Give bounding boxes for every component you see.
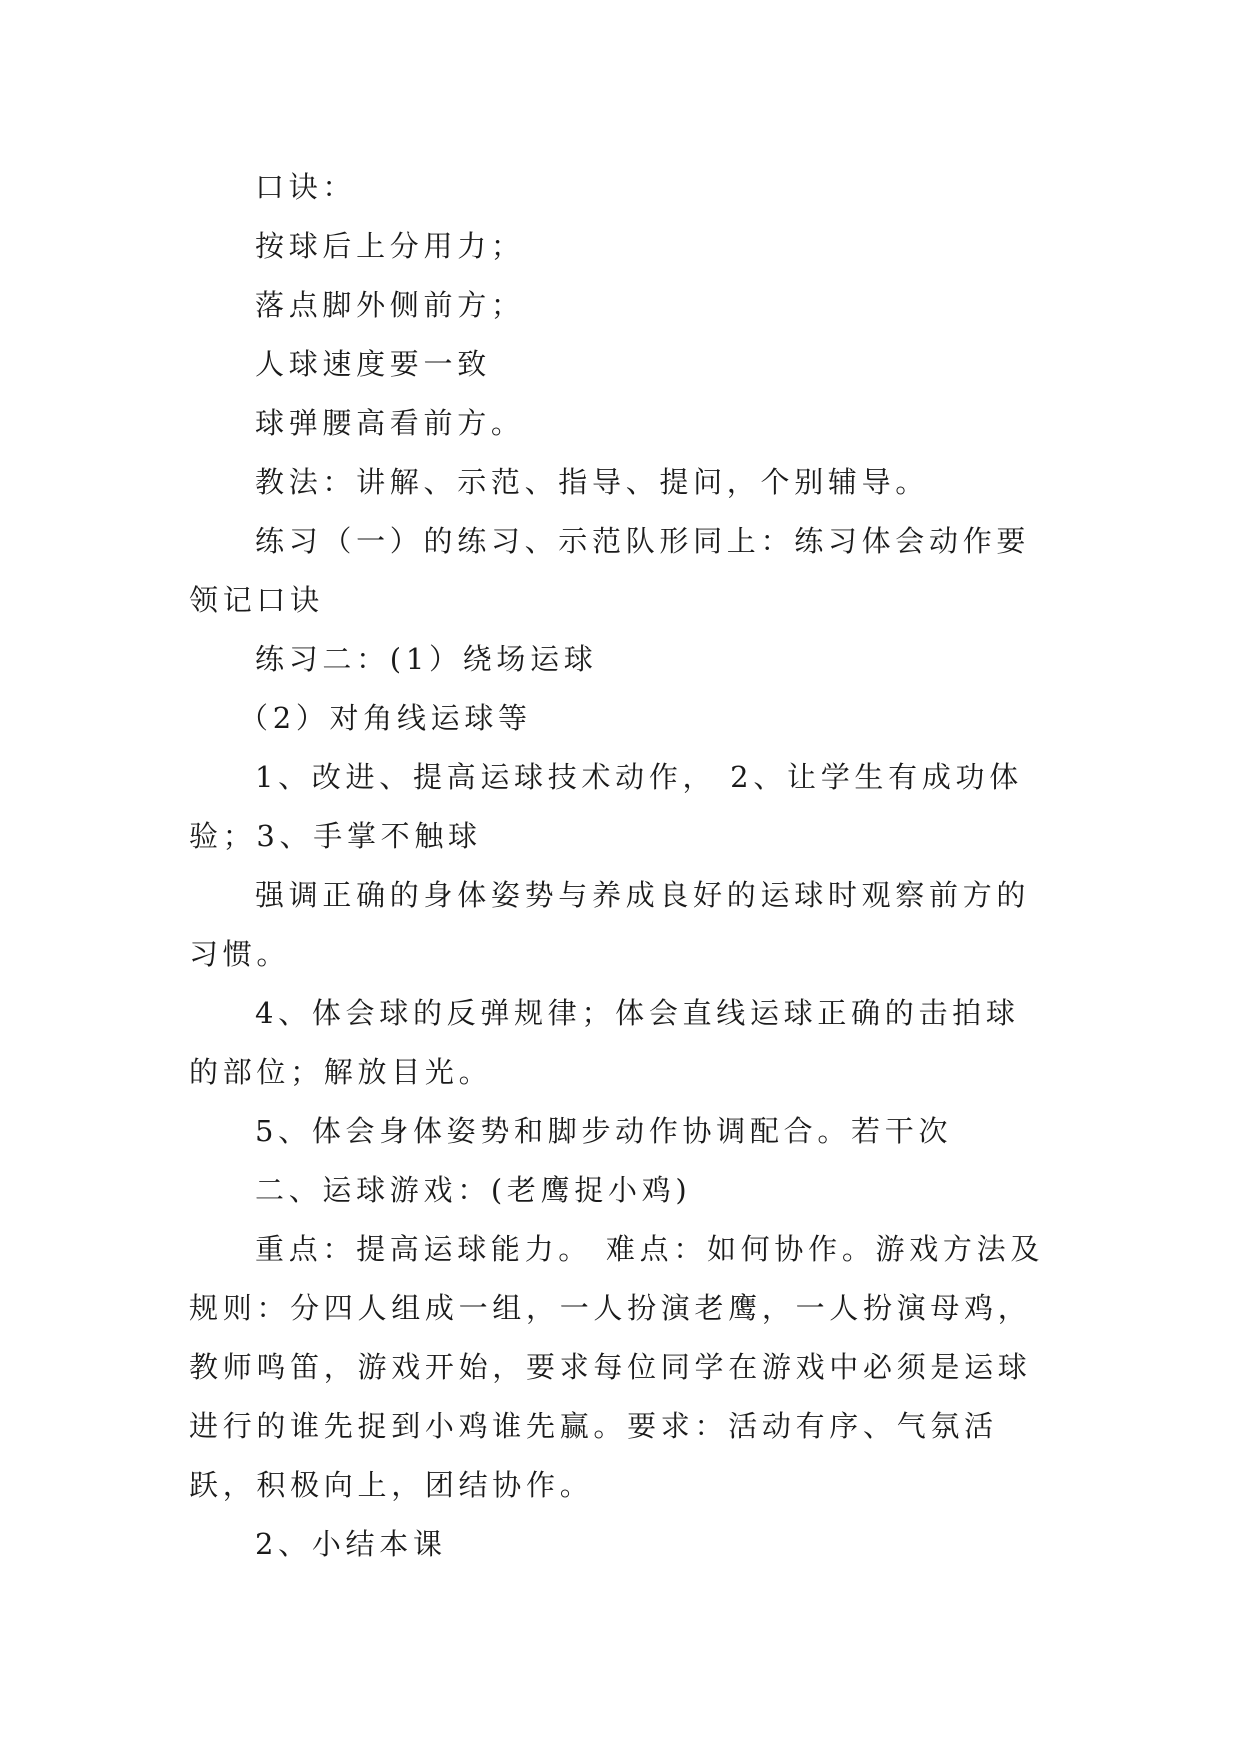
paragraph-mnemonic-line-2: 落点脚外侧前方； bbox=[255, 288, 525, 322]
paragraph-practice-two-item: （2）对角线运球等 bbox=[239, 701, 532, 735]
paragraph-goals-1-3: 1、改进、提高运球技术动作， 2、让学生有成功体验；3、手掌不触球 bbox=[189, 760, 1023, 853]
paragraph-practice-two: 练习二：(1）绕场运球 bbox=[255, 642, 598, 676]
paragraph-mnemonic-heading: 口诀： bbox=[255, 170, 357, 204]
paragraph-goal-5: 5、体会身体姿势和脚步动作协调配合。若干次 bbox=[255, 1114, 953, 1148]
paragraph-teaching-method: 教法：讲解、示范、指导、提问，个别辅导。 bbox=[255, 465, 930, 499]
paragraph-posture-emphasis: 强调正确的身体姿势与养成良好的运球时观察前方的习惯。 bbox=[189, 878, 1031, 971]
paragraph-game-rules: 重点：提高运球能力。 难点：如何协作。游戏方法及规则：分四人组成一组，一人扮演老鹰，一人扮演母鸡，教师鸣笛，游戏开始，要求每位同学在游戏中必须是运球进行的谁先捉到小鸡谁先赢。要求：活动有序、气氛活跃，积极向上，团结协作。 bbox=[189, 1232, 1045, 1502]
paragraph-summary: 2、小结本课 bbox=[255, 1527, 447, 1561]
paragraph-practice-one: 练习（一）的练习、示范队形同上：练习体会动作要领记口诀 bbox=[189, 524, 1031, 617]
paragraph-goal-4: 4、体会球的反弹规律；体会直线运球正确的击拍球的部位；解放目光。 bbox=[189, 996, 1020, 1089]
paragraph-mnemonic-line-1: 按球后上分用力； bbox=[255, 229, 525, 263]
paragraph-game-heading: 二、运球游戏：(老鹰捉小鸡) bbox=[255, 1173, 692, 1207]
paragraph-mnemonic-line-3: 人球速度要一致 bbox=[255, 347, 491, 381]
document-body bbox=[189, 158, 1051, 1574]
paragraph-mnemonic-line-4: 球弹腰高看前方。 bbox=[255, 406, 525, 440]
